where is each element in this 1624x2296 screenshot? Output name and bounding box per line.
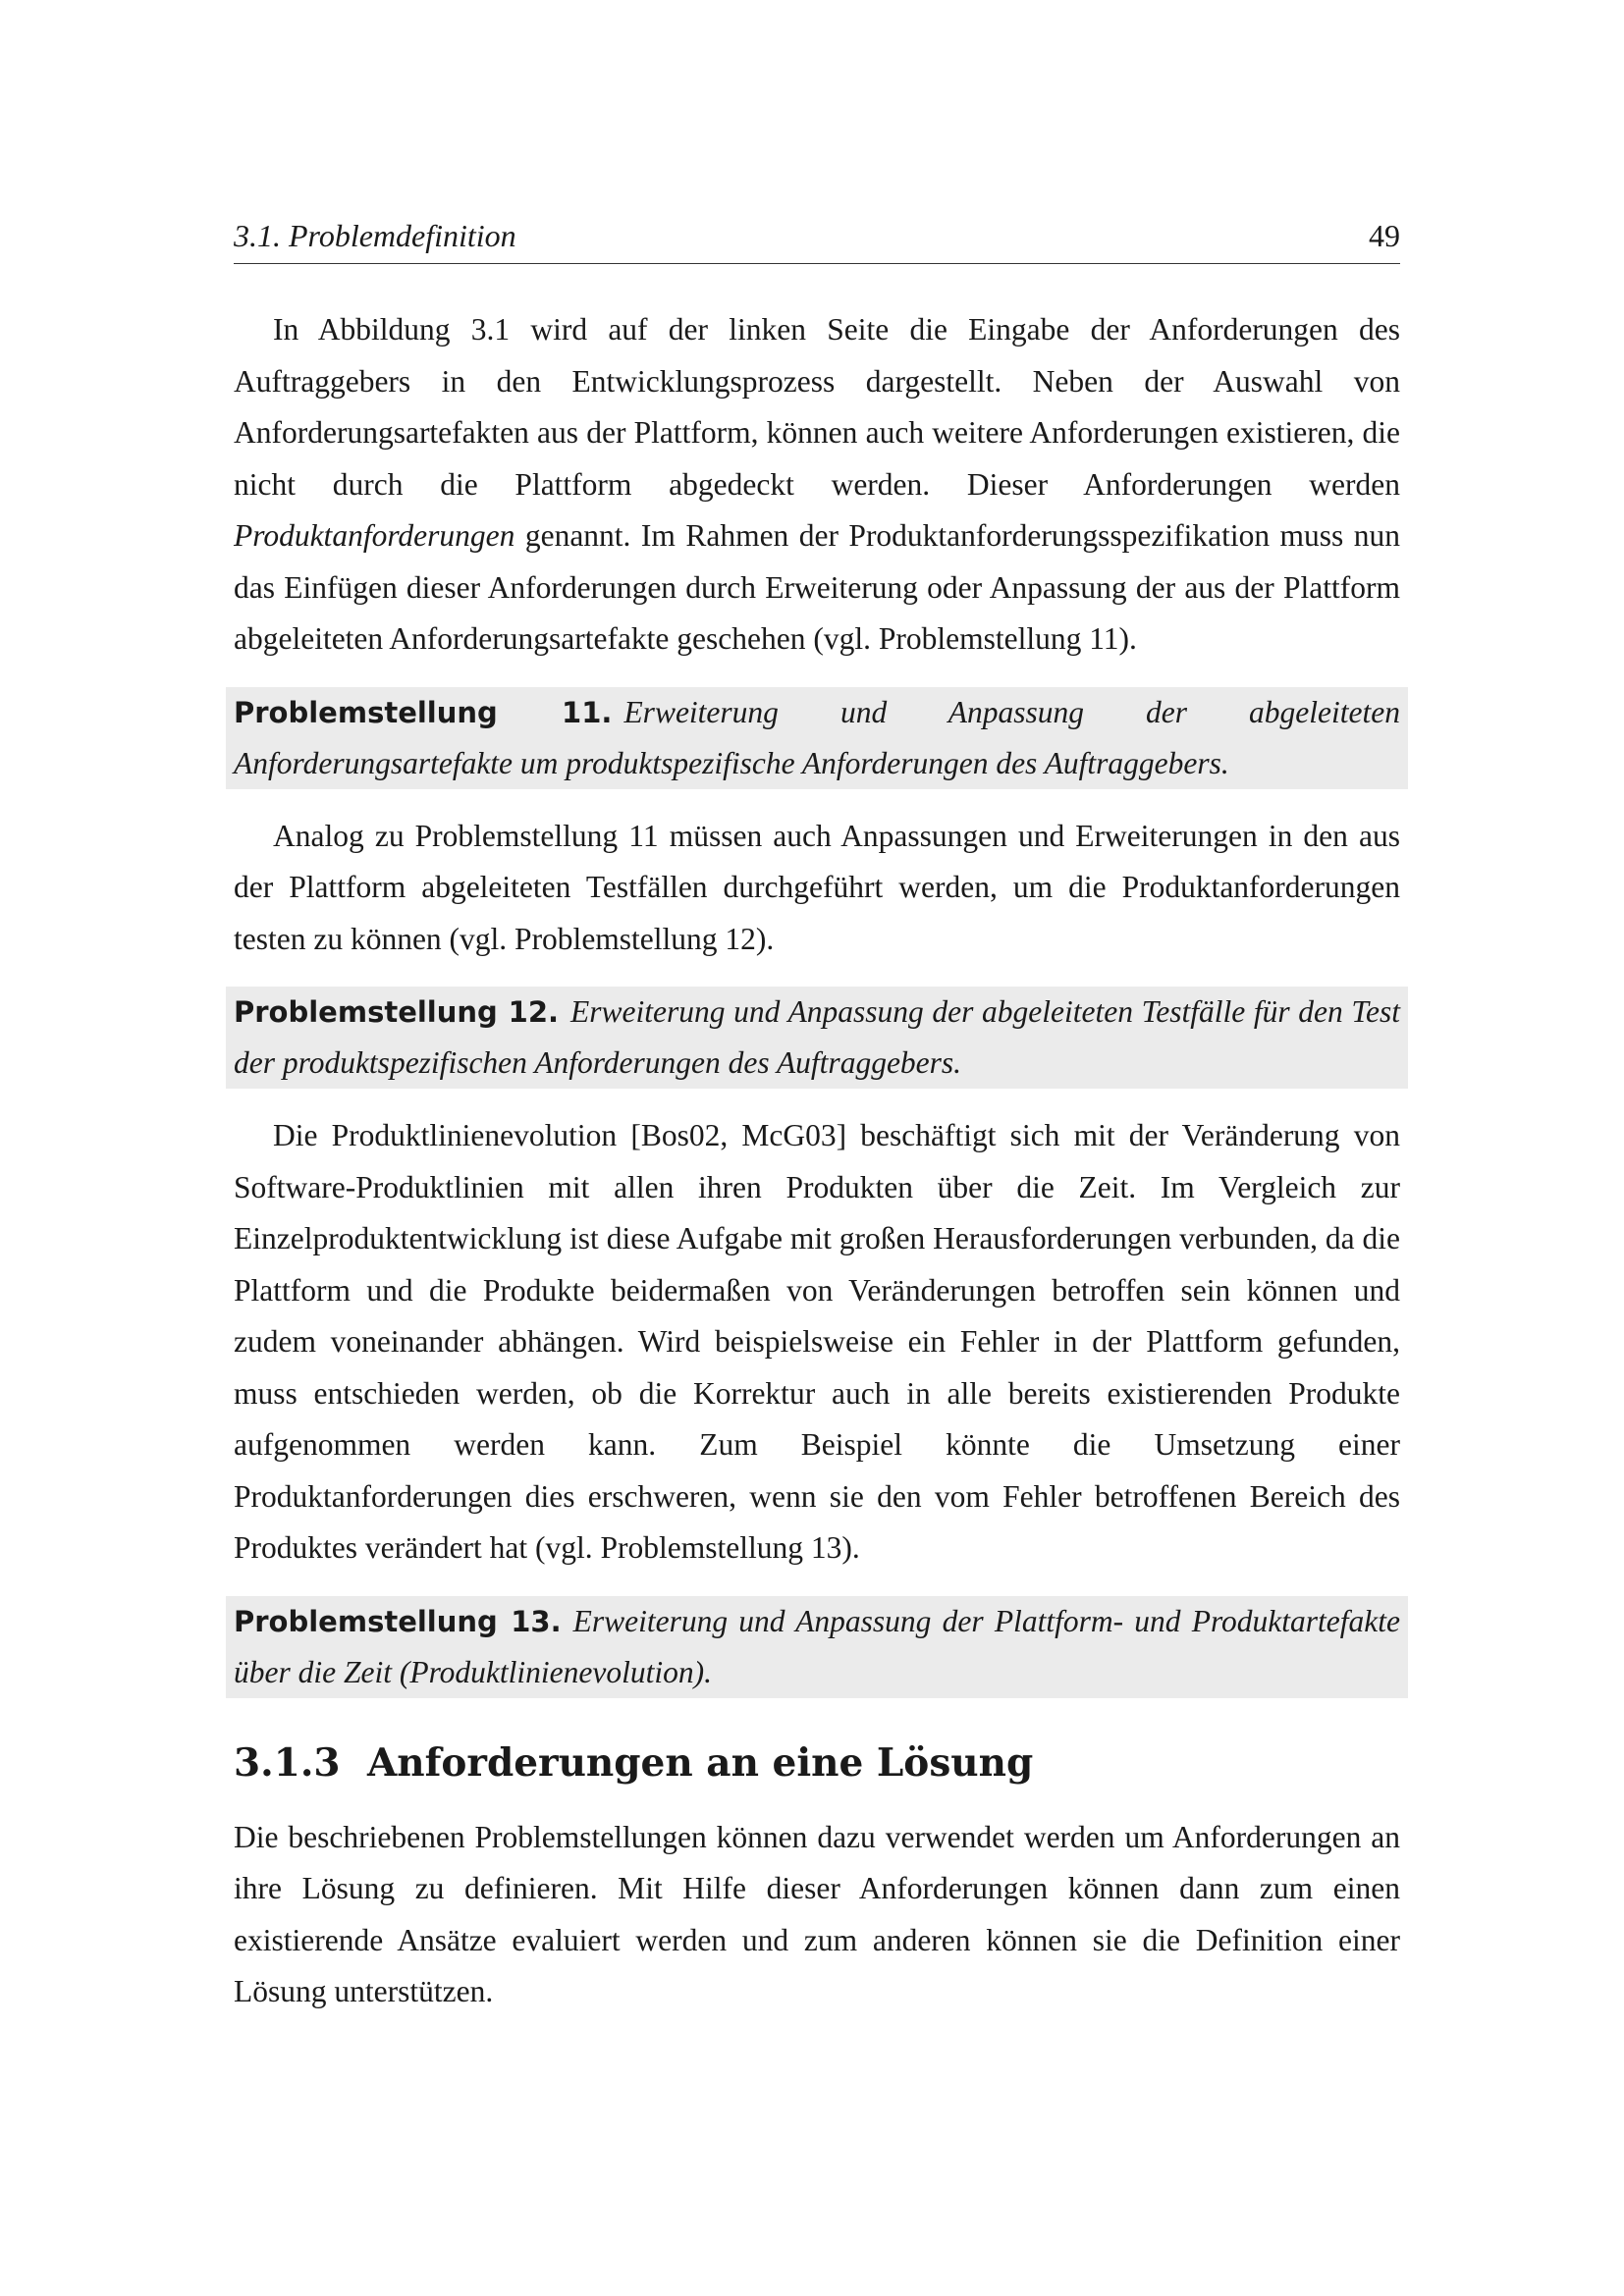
problem-text: Erweiterung und Anpassung der abgeleiteten Anforderungsartefakte um produktspezifische Anforderungen des Auftraggebers. [234, 694, 1400, 780]
problem-text: Erweiterung und Anpassung der abgeleiteten Testfälle für den Test der produktspezifischen Anforderungen des Auftraggebers. [234, 994, 1400, 1080]
problem-label: Problemstellung 12. [234, 995, 560, 1029]
header-page-number: 49 [1369, 218, 1400, 253]
problem-statement-13 [226, 1596, 1408, 1698]
problem-label: Problemstellung 11. [234, 695, 613, 729]
paragraph-1-part-a: In Abbildung 3.1 wird auf der linken Seite die Eingabe der Anforderungen des Auftraggebers in den Entwicklungsprozess dargestellt. Neben der Auswahl von Anforderungsartefakten aus der Plattform, können auch weitere Anforderungen existieren, die nicht durch die Plattform abgedeckt werden. Dieser Anforderungen werden [234, 312, 1400, 502]
paragraph-3: Die Produktlinienevolution [Bos02, McG03] beschäftigt sich mit der Veränderung von Software-Produktlinien mit allen ihren Produkten über die Zeit. Im Vergleich zur Einzelproduktentwicklung ist diese Aufgabe mit großen Herausforderungen verbunden, da die Plattform und die Produkte beidermaßen von Veränderungen betroffen sein können und zudem voneinander abhängen. Wird beispielsweise ein Fehler in der Plattform gefunden, muss entschieden werden, ob die Korrektur auch in alle bereits existierenden Produkte aufgenommen werden kann. Zum Beispiel könnte die Umsetzung einer Produktanforderungen dies erschweren, wenn sie den vom Fehler betroffenen Bereich des Produktes verändert hat (vgl. Problemstellung 13). [234, 1118, 1400, 1565]
problem-statement-12 [226, 987, 1408, 1089]
subsection-number: 3.1.3 [234, 1739, 341, 1786]
running-header [234, 214, 1400, 264]
subsection-title: Anforderungen an eine Lösung [367, 1739, 1034, 1786]
body-text [234, 304, 1400, 2018]
paragraph-1-emphasis: Produktanforderungen [234, 518, 515, 553]
paragraph-2: Analog zu Problemstellung 11 müssen auch Anpassungen und Erweiterungen in den aus der Plattform abgeleiteten Testfällen durchgeführt werden, um die Produktanforderungen testen zu können (vgl. Problemstellung 12). [234, 818, 1400, 956]
problem-label: Problemstellung 13. [234, 1604, 562, 1638]
header-section-title: 3.1. Problemdefinition [234, 218, 516, 253]
problem-statement-11 [226, 687, 1408, 789]
paragraph-1-part-b: genannt. Im Rahmen der Produktanforderungsspezifikation muss nun das Einfügen dieser Anforderungen durch Erweiterung oder Anpassung der aus der Plattform abgeleiteten Anforderungsartefakte geschehen (vgl. Problemstellung 11). [234, 518, 1400, 656]
paragraph-1 [234, 304, 1400, 666]
paragraph-4: Die beschriebenen Problemstellungen können dazu verwendet werden um Anforderungen an ihre Lösung zu definieren. Mit Hilfe dieser Anforderungen können dann zum einen existierende Ansätze evaluiert werden und zum anderen können sie die Definition einer Lösung unterstützen. [234, 1819, 1400, 2008]
problem-text: Erweiterung und Anpassung der Plattform- und Produktartefakte über die Zeit (Produktlinienevolution). [234, 1603, 1400, 1689]
subsection-heading [234, 1735, 1400, 1790]
